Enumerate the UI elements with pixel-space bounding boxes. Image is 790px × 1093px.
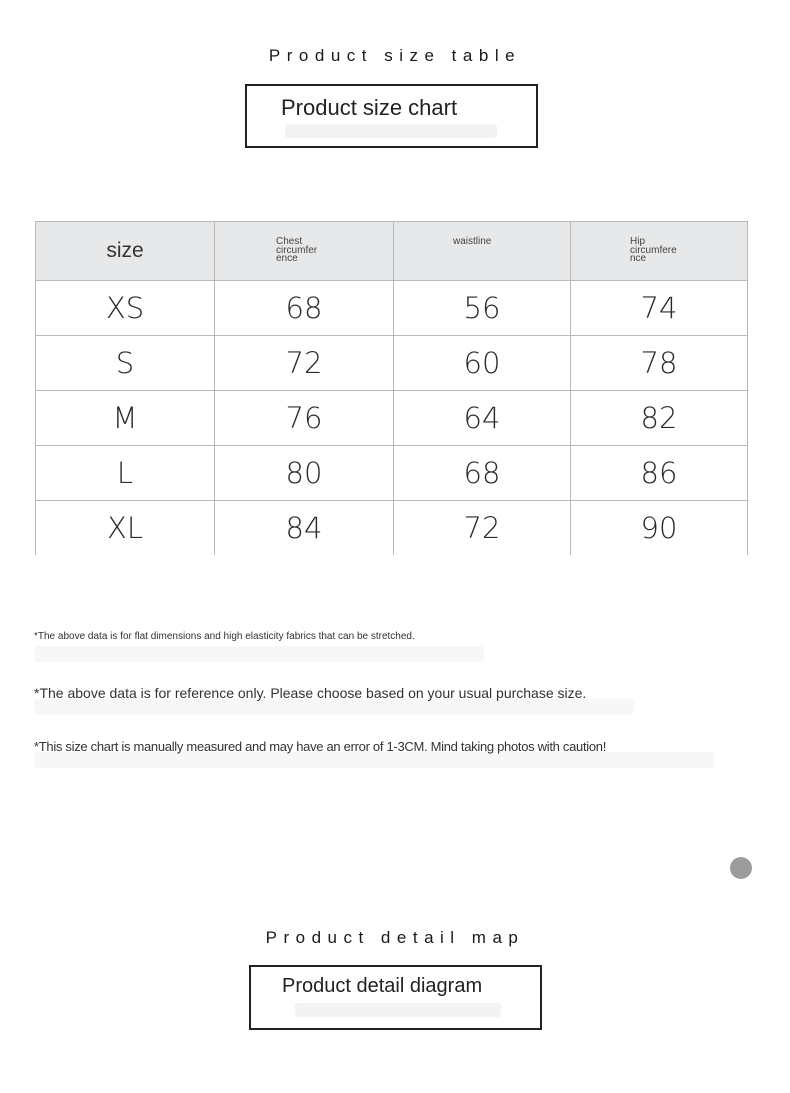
cell-hip: 90 xyxy=(571,501,748,556)
size-table xyxy=(35,221,748,555)
cell-waistline: 56 xyxy=(394,281,571,336)
cell-waistline: 60 xyxy=(394,336,571,391)
cell-size: XS xyxy=(36,281,215,336)
table-row xyxy=(36,501,748,556)
header-waistline-label: waistline xyxy=(453,236,492,247)
cell-chest: 80 xyxy=(215,446,394,501)
header-hip xyxy=(571,222,748,281)
size-chart-title-ghost xyxy=(285,124,497,138)
detail-diagram-title-ghost xyxy=(295,1003,501,1017)
header-size xyxy=(36,222,215,281)
detail-section-heading: Product detail map xyxy=(265,928,525,947)
cell-hip: 78 xyxy=(571,336,748,391)
cell-hip: 82 xyxy=(571,391,748,446)
scroll-indicator-dot[interactable] xyxy=(730,857,752,879)
header-chest xyxy=(215,222,394,281)
detail-diagram-title: Product detail diagram xyxy=(282,975,483,997)
cell-chest: 68 xyxy=(215,281,394,336)
cell-waistline: 68 xyxy=(394,446,571,501)
header-chest-label: Chest circumfer ence xyxy=(276,236,318,264)
note-flat-dimensions: *The above data is for flat dimensions and high elasticity fabrics that can be stretched. xyxy=(34,631,415,642)
table-row xyxy=(36,446,748,501)
cell-chest: 84 xyxy=(215,501,394,556)
cell-chest: 72 xyxy=(215,336,394,391)
table-row xyxy=(36,281,748,336)
cell-hip: 74 xyxy=(571,281,748,336)
cell-size: L xyxy=(36,446,215,501)
header-waistline xyxy=(394,222,571,281)
detail-diagram-title-box xyxy=(249,965,542,1030)
size-chart-title: Product size chart xyxy=(281,95,458,120)
size-table-header-row xyxy=(36,222,748,281)
cell-size: XL xyxy=(36,501,215,556)
table-row xyxy=(36,391,748,446)
note-ghost xyxy=(34,699,634,715)
cell-size: M xyxy=(36,391,215,446)
note-measurement-error: *This size chart is manually measured and may have an error of 1-3CM. Mind taking photos with caution! xyxy=(34,739,607,754)
cell-chest: 76 xyxy=(215,391,394,446)
note-ghost xyxy=(34,752,714,768)
note-reference-only: *The above data is for reference only. Please choose based on your usual purchase size. xyxy=(34,685,587,701)
cell-waistline: 72 xyxy=(394,501,571,556)
header-hip-label: Hip circumfere nce xyxy=(630,236,677,264)
cell-waistline: 64 xyxy=(394,391,571,446)
size-section-heading: Product size table xyxy=(268,46,522,65)
cell-hip: 86 xyxy=(571,446,748,501)
cell-size: S xyxy=(36,336,215,391)
note-ghost xyxy=(34,646,484,662)
table-row xyxy=(36,336,748,391)
size-chart-title-box xyxy=(245,84,538,148)
header-size-label: size xyxy=(106,239,144,262)
